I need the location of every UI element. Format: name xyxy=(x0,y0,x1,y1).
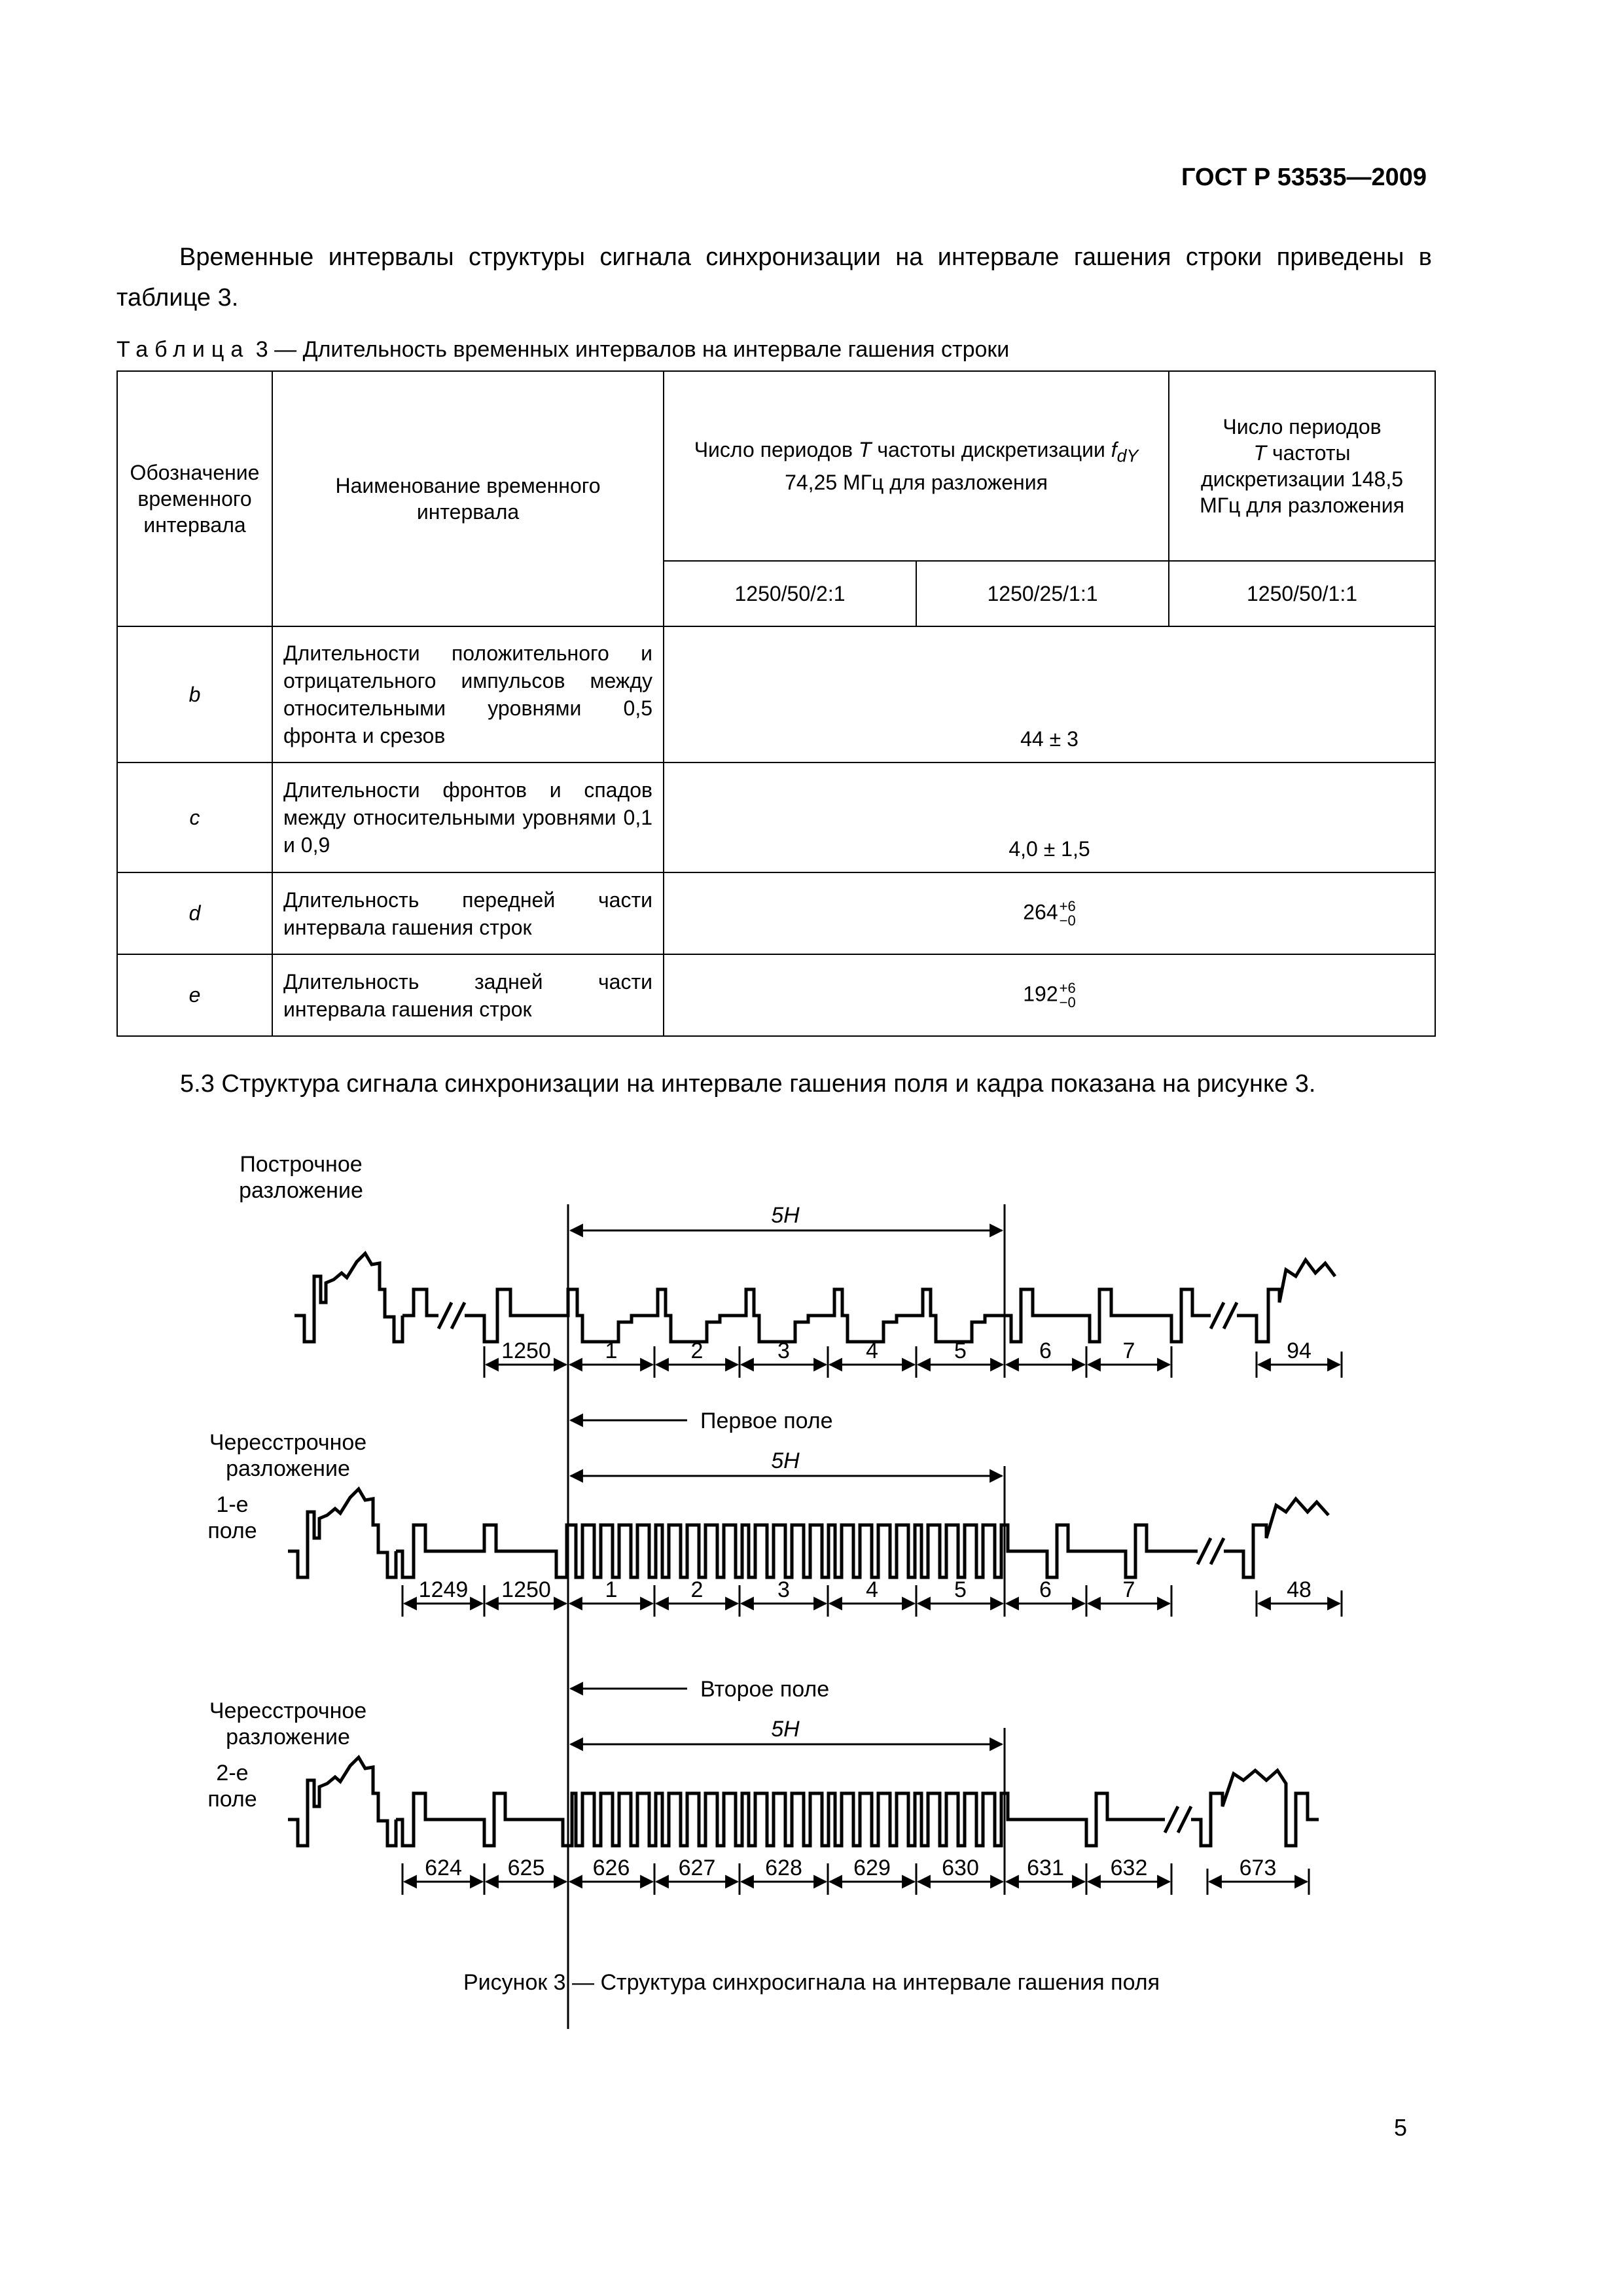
waveform-video-row2 xyxy=(288,1489,396,1577)
break-mark xyxy=(1198,1538,1211,1564)
waveform-video-row3 xyxy=(288,1757,396,1846)
row1-number: 2 xyxy=(690,1338,704,1363)
label-interlaced-1: разложение xyxy=(226,1456,350,1481)
waveform-video-row1 xyxy=(294,1253,402,1342)
label-5h: 5H xyxy=(771,1203,800,1228)
header-designation: Обозначение временного интервала xyxy=(117,371,272,626)
header-mode-3: 1250/50/1:1 xyxy=(1169,561,1435,626)
header-periods-148-post: частоты дискретизации 148,5 МГц для разложения xyxy=(1200,441,1404,517)
table-caption-label: Таблица xyxy=(116,337,250,362)
label-first-field: Первое поле xyxy=(700,1408,833,1433)
label-interlaced-1: 1-е xyxy=(216,1492,249,1517)
header-name: Наименование временного интервала xyxy=(272,371,664,626)
row-name: Длительность передней части интервала гашения строк xyxy=(272,872,664,954)
break-mark xyxy=(438,1302,452,1329)
page-number: 5 xyxy=(1394,2114,1408,2141)
label-5h: 5H xyxy=(771,1717,800,1742)
tolerance-down: −0 xyxy=(1059,994,1076,1011)
row3-number: 626 xyxy=(592,1856,630,1880)
header-periods-74-pre: Число периодов xyxy=(694,438,859,462)
label-interlaced-1: Чересстрочное xyxy=(209,1430,367,1455)
header-mode-1: 1250/50/2:1 xyxy=(664,561,916,626)
waveform-pre-break-row1 xyxy=(402,1289,438,1316)
break-mark xyxy=(1211,1538,1224,1564)
tolerance-down: −0 xyxy=(1059,912,1076,929)
figure-caption: Рисунок 3 — Структура синхросигнала на интервале гашения поля xyxy=(463,1970,1160,1995)
break-mark xyxy=(1211,1302,1224,1329)
row-symbol: d xyxy=(117,872,272,954)
row2-number: 1249 xyxy=(418,1577,469,1602)
break-mark xyxy=(452,1302,465,1329)
header-periods-74-post: 74,25 МГц для разложения xyxy=(785,470,1048,494)
label-progressive: Построчное xyxy=(240,1152,363,1177)
row-value: 264+6 −0 xyxy=(664,872,1435,954)
row2-number: 4 xyxy=(866,1577,878,1602)
header-periods-74-f: f xyxy=(1111,438,1117,462)
row3-number: 624 xyxy=(425,1856,462,1880)
waveform-sync-row3 xyxy=(396,1793,1165,1846)
row-name: Длительности фронтов и спадов между относительными уровнями 0,1 и 0,9 xyxy=(272,762,664,872)
row2-number: 7 xyxy=(1122,1577,1135,1602)
label-interlaced-2: Чересстрочное xyxy=(209,1698,367,1723)
row2-number: 2 xyxy=(690,1577,704,1602)
label-second-field: Второе поле xyxy=(700,1677,830,1702)
row3-number: 628 xyxy=(765,1856,802,1880)
row1-number: 4 xyxy=(866,1338,878,1363)
row-symbol: c xyxy=(117,762,272,872)
header-periods-148-pre: Число периодов xyxy=(1222,415,1382,439)
standard-designation: ГОСТ Р 53535—2009 xyxy=(1181,164,1427,191)
row1-number: 1 xyxy=(605,1338,618,1363)
label-interlaced-2: 2-е xyxy=(216,1761,249,1785)
row3-number: 630 xyxy=(942,1856,979,1880)
row2-number: 5 xyxy=(954,1577,967,1602)
waveform-video-end-row1 xyxy=(1237,1260,1335,1342)
section-5-3-text: 5.3 Структура сигнала синхронизации на интервале гашения поля и кадра показана на рисунке 3. xyxy=(180,1070,1316,1098)
intro-paragraph: Временные интервалы структуры сигнала синхронизации на интервале гашения строки приведены в таблице 3. xyxy=(116,243,1432,312)
tolerance-up: +6 xyxy=(1059,897,1076,914)
label-interlaced-2: разложение xyxy=(226,1725,350,1749)
row3-number: 631 xyxy=(1027,1856,1064,1880)
row-symbol: b xyxy=(117,626,272,762)
row1-number: 94 xyxy=(1287,1338,1311,1363)
row2-number: 6 xyxy=(1039,1577,1052,1602)
waveform-video-end-row2 xyxy=(1224,1499,1329,1577)
label-progressive: разложение xyxy=(239,1178,363,1203)
row-symbol: e xyxy=(117,954,272,1036)
header-periods-148-T: T xyxy=(1253,441,1267,465)
row1-number: 7 xyxy=(1122,1338,1135,1363)
row-value: 44 ± 3 xyxy=(664,626,1435,762)
waveform-video-end-row3 xyxy=(1191,1770,1319,1846)
row2-number: 3 xyxy=(777,1577,790,1602)
row3-number: 673 xyxy=(1239,1856,1277,1880)
header-periods-74-T: T xyxy=(858,438,872,462)
row1-number: 3 xyxy=(777,1338,790,1363)
waveform-sync-row1 xyxy=(465,1289,1211,1342)
row3-number: 625 xyxy=(507,1856,545,1880)
row2-number: 1250 xyxy=(501,1577,551,1602)
break-mark xyxy=(1178,1806,1191,1833)
waveform-sync-row2 xyxy=(396,1525,1165,1577)
row3-number: 627 xyxy=(678,1856,716,1880)
label-interlaced-2: поле xyxy=(207,1787,257,1812)
row1-number: 5 xyxy=(954,1338,967,1363)
label-interlaced-1: поле xyxy=(207,1518,257,1543)
row3-number: 629 xyxy=(853,1856,891,1880)
header-mode-2: 1250/25/1:1 xyxy=(916,561,1169,626)
row3-number: 632 xyxy=(1110,1856,1148,1880)
row-name: Длительность задней части интервала гашения строк xyxy=(272,954,664,1036)
row-value: 4,0 ± 1,5 xyxy=(664,762,1435,872)
row-value: 192+6 −0 xyxy=(664,954,1435,1036)
table-caption-text: 3 — Длительность временных интервалов на интервале гашения строки xyxy=(255,337,1010,362)
break-mark xyxy=(1224,1302,1237,1329)
tolerance-up: +6 xyxy=(1059,979,1076,996)
label-5h: 5H xyxy=(771,1448,800,1473)
header-periods-74-mid: частоты дискретизации xyxy=(871,438,1111,462)
row-name: Длительности положительного и отрицательного импульсов между относительными уровнями 0,5 фронта и срезов xyxy=(272,626,664,762)
row1-number: 1250 xyxy=(501,1338,551,1363)
header-periods-74-sub: dY xyxy=(1116,446,1139,466)
row2-number: 1 xyxy=(605,1577,618,1602)
row2-number: 48 xyxy=(1287,1577,1311,1602)
break-mark xyxy=(1165,1806,1178,1833)
row1-number: 6 xyxy=(1039,1338,1052,1363)
